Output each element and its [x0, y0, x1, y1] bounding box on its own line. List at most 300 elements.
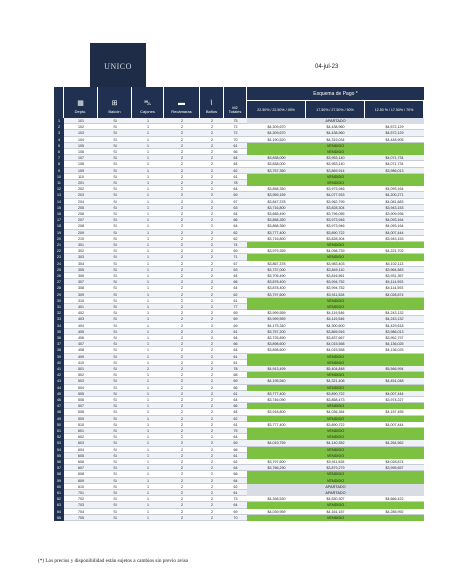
- banos-header: [200, 87, 224, 118]
- recamaras-cell: 2: [181, 187, 183, 192]
- pago2-cell: $4,015,558: [326, 342, 345, 347]
- pago1-cell: $3,705,490: [267, 274, 286, 278]
- balcon-cell: Si: [113, 435, 117, 440]
- pago2-cell: $4,161,157: [326, 509, 345, 514]
- recamaras-cell: 2: [181, 292, 183, 297]
- banos-cell: 2: [211, 230, 213, 235]
- banos-cell: 2: [211, 391, 213, 396]
- pago2-cell: $4,036,364: [326, 410, 345, 415]
- banos-cell: 2: [211, 131, 213, 136]
- pago1-cell: $3,725,890: [267, 336, 286, 340]
- m2-cell: 66: [233, 447, 238, 452]
- recamaras-cell: 2: [181, 255, 183, 260]
- cajones-cell: 1: [147, 119, 149, 123]
- recamaras-cell: 2: [181, 243, 183, 247]
- pago3-cell: $4,007,444: [385, 391, 404, 396]
- depto-cell: 206: [78, 212, 84, 216]
- pago1-cell: $3,757,200: [267, 329, 286, 334]
- pago1-cell: $3,847,378: [267, 199, 286, 204]
- row-index: 4: [54, 137, 64, 143]
- pago3-cell: $4,243,132: [385, 317, 404, 322]
- banos-cell: 2: [211, 503, 213, 508]
- pago1-cell: $3,797,600: [267, 292, 286, 297]
- row-index: 56: [54, 459, 64, 465]
- banos-cell: 2: [211, 243, 213, 247]
- depto-cell: 704: [78, 509, 84, 514]
- recamaras-cell: 2: [181, 367, 183, 371]
- recamaras-cell: 2: [181, 125, 183, 130]
- depto-cell: 307: [78, 280, 84, 285]
- m2-cell: 61: [233, 298, 238, 303]
- balcon-cell: Si: [113, 491, 117, 495]
- depto-cell: 201: [78, 181, 84, 185]
- cajones-cell: 1: [147, 212, 149, 216]
- pago3-cell: $4,136,025: [385, 342, 404, 347]
- m2-cell: 78: [233, 367, 238, 371]
- depto-cell: 205: [78, 205, 84, 210]
- balcon-cell: Si: [113, 187, 117, 192]
- pago3-cell: $4,243,132: [385, 311, 404, 316]
- depto-cell: 705: [78, 515, 84, 520]
- banos-cell: 2: [211, 323, 213, 328]
- pago1-cell: $3,746,090: [267, 398, 286, 402]
- banos-cell: 2: [211, 286, 213, 291]
- banos-cell: 2: [211, 404, 213, 409]
- balcon-cell: Si: [113, 342, 117, 347]
- cajones-cell: 1: [147, 274, 149, 278]
- depto-cell: 402: [78, 311, 84, 316]
- pago3-cell: $4,007,444: [385, 230, 404, 235]
- row-index: 55: [54, 453, 64, 459]
- m2-cell: 61: [233, 329, 238, 334]
- cajones-cell: 1: [147, 360, 149, 365]
- cajones-cell: 1: [147, 249, 149, 254]
- pago3-cell: $4,114,593: [385, 280, 404, 285]
- depto-cell: 103: [78, 131, 84, 136]
- row-index: 14: [54, 199, 64, 205]
- depto-cell: 404: [78, 323, 84, 328]
- depto-cell: 503: [78, 379, 84, 384]
- m2-cell: 72: [233, 131, 238, 136]
- balcon-cell: Si: [113, 336, 117, 340]
- balcon-cell: Si: [113, 391, 117, 396]
- depto-cell: 204: [78, 199, 84, 204]
- pago2-cell: $3,837,667: [326, 336, 345, 340]
- row-index: 44: [54, 385, 64, 391]
- balcon-cell: Si: [113, 199, 117, 204]
- m2-cell: 75: [233, 119, 238, 123]
- depto-cell: 506: [78, 398, 84, 402]
- banos-cell: 2: [211, 150, 213, 154]
- banos-cell: 2: [211, 218, 213, 223]
- pago2-cell: $3,973,946: [326, 218, 345, 223]
- recamaras-cell: 2: [181, 298, 183, 303]
- recamaras-cell: 2: [181, 205, 183, 210]
- cajones-cell: 1: [147, 323, 149, 328]
- pago2-cell: $3,973,946: [326, 224, 345, 229]
- depto-cell: 309: [78, 292, 84, 297]
- pago2-cell: $5,404,848: [326, 367, 345, 371]
- depto-cell: 405: [78, 329, 84, 334]
- banos-cell: 2: [211, 466, 213, 471]
- row-index: 7: [54, 155, 64, 161]
- m2-cell: 69: [233, 193, 238, 198]
- row-index: 20: [54, 236, 64, 242]
- banos-cell: 2: [211, 491, 213, 495]
- balcon-cell: Si: [113, 497, 117, 502]
- m2-cell: 61: [233, 174, 238, 179]
- balcon-cell: Si: [113, 205, 117, 210]
- m2-cell: 74: [233, 243, 238, 247]
- row-index: 18: [54, 223, 64, 229]
- row-index: 49: [54, 416, 64, 422]
- pago3-cell: $4,221,702: [385, 249, 404, 254]
- banos-cell: 2: [211, 162, 213, 167]
- pago2-cell: $4,077,933: [326, 193, 345, 198]
- balcon-cell: Si: [113, 243, 117, 247]
- balcon-cell: Si: [113, 267, 117, 272]
- balcon-cell: Si: [113, 317, 117, 322]
- cajones-cell: 1: [147, 174, 149, 179]
- depto-cell: 106: [78, 150, 84, 154]
- balcon-cell: Si: [113, 398, 117, 402]
- depto-cell: 504: [78, 385, 84, 390]
- pago3-cell: $4,264,562: [385, 441, 404, 446]
- pago3-cell: $5,566,994: [385, 367, 404, 371]
- pago3-cell: $4,572,129: [385, 125, 404, 130]
- pago3-cell: $4,071,734: [385, 162, 404, 167]
- cajones-cell: 1: [147, 305, 149, 309]
- row-index: 13: [54, 192, 64, 198]
- m2-cell: 62: [233, 460, 238, 464]
- cajones-cell: 1: [147, 193, 149, 198]
- balcon-cell: Si: [113, 379, 117, 384]
- row-index: 42: [54, 372, 64, 378]
- cajones-cell: 1: [147, 230, 149, 235]
- row-index: 50: [54, 422, 64, 428]
- recamaras-cell: 2: [181, 460, 183, 464]
- balcon-cell: Si: [113, 354, 117, 359]
- cajones-cell: 1: [147, 497, 149, 502]
- m2-cell: 69: [233, 441, 238, 446]
- pago3-cell: $3,952,797: [385, 336, 404, 340]
- pago3-cell: $3,943,153: [385, 236, 404, 241]
- pago1-cell: $3,838,000: [267, 156, 286, 161]
- pago2-cell: $3,911,528: [326, 292, 345, 297]
- banos-cell: 2: [211, 379, 213, 384]
- banos-cell: 2: [211, 174, 213, 179]
- recamaras-cell: 2: [181, 199, 183, 204]
- row-index: 17: [54, 217, 64, 223]
- depto-cell: 702: [78, 497, 84, 502]
- row-index: 63: [54, 502, 64, 508]
- banos-cell: 2: [211, 236, 213, 241]
- recamaras-label: Recámaras: [171, 109, 192, 115]
- pago2-cell: $4,438,960: [326, 131, 345, 136]
- pago3-cell: $3,995,657: [385, 466, 404, 471]
- depto-cell: 408: [78, 348, 84, 353]
- cajones-cell: 1: [147, 199, 149, 204]
- banos-cell: 2: [211, 410, 213, 415]
- m2-header: [224, 87, 247, 118]
- depto-cell: 610: [78, 484, 84, 489]
- recamaras-cell: 2: [181, 398, 183, 402]
- recamaras-header: [164, 87, 200, 118]
- cajones-cell: 1: [147, 150, 149, 154]
- recamaras-cell: 2: [181, 162, 183, 167]
- recamaras-cell: 2: [181, 230, 183, 235]
- depto-label: Depto.: [74, 109, 87, 115]
- cajones-cell: 1: [147, 342, 149, 347]
- balcon-cell: Si: [113, 416, 117, 421]
- pago1-cell: $3,777,400: [267, 422, 286, 427]
- pago3-cell: $4,093,164: [385, 218, 404, 223]
- pago2-cell: $3,828,304: [326, 205, 345, 210]
- banos-cell: 2: [211, 119, 213, 123]
- pago2-cell: $4,140,352: [326, 441, 345, 446]
- pago1-cell: $3,685,490: [267, 212, 286, 216]
- depto-cell: 101: [78, 119, 84, 123]
- cajones-cell: 1: [147, 187, 149, 192]
- depto-cell: 701: [78, 491, 84, 495]
- row-index: 32: [54, 310, 64, 316]
- pago2-cell: $3,890,722: [326, 422, 345, 427]
- pago3-cell: $3,986,013: [385, 329, 404, 334]
- depto-cell: 510: [78, 422, 84, 427]
- cajones-cell: 1: [147, 261, 149, 266]
- cajones-cell: 1: [147, 348, 149, 353]
- m2-cell: 66: [233, 218, 238, 223]
- row-index: 47: [54, 403, 64, 409]
- balcon-cell: Si: [113, 298, 117, 303]
- pago1-cell: $3,898,600: [267, 348, 286, 353]
- balcon-cell: Si: [113, 466, 117, 471]
- pago2-cell: $3,953,140: [326, 156, 345, 161]
- balcon-cell: Si: [113, 447, 117, 452]
- pago3-cell: $4,081,683: [385, 199, 404, 204]
- row-index: 62: [54, 496, 64, 502]
- pago2-cell: $3,858,473: [326, 398, 345, 402]
- balcon-cell: Si: [113, 348, 117, 353]
- m2-cell: 64: [233, 336, 238, 340]
- balcon-cell: Si: [113, 360, 117, 365]
- balcon-cell: Si: [113, 156, 117, 161]
- depto-cell: 501: [78, 367, 84, 371]
- row-index: 57: [54, 465, 64, 471]
- status-badge: VENDIDO: [247, 180, 424, 186]
- pago2-cell: $4,319,034: [326, 137, 345, 142]
- cajones-cell: 1: [147, 218, 149, 223]
- recamaras-cell: 2: [181, 342, 183, 347]
- balcon-cell: Si: [113, 162, 117, 167]
- balcon-cell: Si: [113, 125, 117, 130]
- balcon-cell: Si: [113, 150, 117, 154]
- recamaras-cell: 2: [181, 143, 183, 148]
- status-badge: VENDIDO: [247, 174, 424, 180]
- row-index: 5: [54, 143, 64, 149]
- recamaras-cell: 2: [181, 503, 183, 508]
- recamaras-cell: 2: [181, 410, 183, 415]
- recamaras-cell: 2: [181, 156, 183, 161]
- m2-cell: 62: [233, 292, 238, 297]
- row-index: 23: [54, 254, 64, 260]
- balcon-cell: Si: [113, 174, 117, 179]
- pago3-cell: $3,931,367: [385, 274, 404, 278]
- depto-cell: 210: [78, 236, 84, 241]
- cajones-cell: 1: [147, 385, 149, 390]
- depto-cell: 609: [78, 478, 84, 483]
- cajones-cell: 1: [147, 435, 149, 440]
- banos-cell: 2: [211, 143, 213, 148]
- m2-cell: 66: [233, 150, 238, 154]
- recamaras-cell: 2: [181, 453, 183, 458]
- recamaras-cell: 2: [181, 373, 183, 378]
- pago3-cell: $4,666,422: [385, 497, 404, 502]
- m2-cell: 61: [233, 422, 238, 427]
- banos-cell: 2: [211, 274, 213, 278]
- balcon-cell: Si: [113, 515, 117, 520]
- recamaras-cell: 2: [181, 168, 183, 173]
- cajones-cell: 1: [147, 478, 149, 483]
- row-index: 22: [54, 248, 64, 254]
- car-icon: ⛍: [143, 100, 152, 108]
- pago3-cell: $4,071,734: [385, 156, 404, 161]
- pago1-cell: $3,858,350: [267, 218, 286, 223]
- pago2-cell: $3,911,528: [326, 460, 345, 464]
- m2-cell: 67: [233, 199, 238, 204]
- shower-icon: ⌇: [209, 100, 214, 108]
- recamaras-cell: 2: [181, 515, 183, 520]
- recamaras-cell: 2: [181, 119, 183, 123]
- cajones-cell: 1: [147, 379, 149, 384]
- banos-cell: 2: [211, 460, 213, 464]
- balcon-cell: Si: [113, 373, 117, 378]
- balcon-cell: Si: [113, 224, 117, 229]
- pago2-cell: $3,828,304: [326, 236, 345, 241]
- banos-cell: 2: [211, 305, 213, 309]
- status-badge: VENDIDO: [247, 453, 424, 459]
- m2-cell: 69: [233, 379, 238, 384]
- pago3-cell: $4,429,618: [385, 323, 404, 328]
- row-index: 1: [54, 118, 64, 124]
- cajones-cell: 1: [147, 298, 149, 303]
- pago2-cell: $3,890,722: [326, 391, 345, 396]
- cajones-cell: 1: [147, 205, 149, 210]
- balcony-icon: ⊞: [111, 100, 118, 108]
- pago-col-2: 17.50% / 27.50% / 50%: [306, 101, 365, 118]
- recamaras-cell: 2: [181, 280, 183, 285]
- banos-cell: 2: [211, 497, 213, 502]
- status-badge: APARTADO: [247, 484, 424, 490]
- banos-cell: 2: [211, 453, 213, 458]
- pago1-cell: $3,867,378: [267, 261, 286, 266]
- pago1-cell: $3,898,600: [267, 342, 286, 347]
- balcon-cell: Si: [113, 478, 117, 483]
- balcon-cell: Si: [113, 472, 117, 477]
- recamaras-cell: 2: [181, 193, 183, 198]
- cajones-cell: 1: [147, 292, 149, 297]
- pago3-cell: $4,093,164: [385, 224, 404, 229]
- banos-cell: 2: [211, 416, 213, 421]
- depto-cell: 401: [78, 305, 84, 309]
- logo-text: UNICO: [104, 61, 132, 71]
- recamaras-cell: 2: [181, 224, 183, 229]
- balcon-cell: Si: [113, 323, 117, 328]
- m2-cell: 78: [233, 181, 238, 185]
- pago2-cell: $4,438,960: [326, 125, 345, 130]
- pago3-cell: $4,157,455: [385, 410, 404, 415]
- row-index: 34: [54, 323, 64, 329]
- depto-cell: 104: [78, 137, 84, 142]
- balcon-cell: Si: [113, 255, 117, 260]
- recamaras-cell: 2: [181, 336, 183, 340]
- status-badge: VENDIDO: [247, 304, 424, 310]
- pago3-cell: $4,007,444: [385, 422, 404, 427]
- m2-cell: 66: [233, 385, 238, 390]
- status-badge: VENDIDO: [247, 447, 424, 453]
- depto-cell: 109: [78, 168, 84, 173]
- m2-cell: 62: [233, 168, 238, 173]
- cajones-label: Cajones: [140, 109, 155, 115]
- depto-cell: 509: [78, 416, 84, 421]
- status-badge: VENDIDO: [247, 428, 424, 434]
- pago1-cell: $4,913,499: [267, 367, 286, 371]
- m2-cell: 69: [233, 317, 238, 322]
- pago2-cell: $4,530,307: [326, 497, 345, 502]
- recamaras-cell: 2: [181, 429, 183, 433]
- pago2-cell: $3,796,055: [326, 212, 345, 216]
- pago3-cell: $4,448,905: [385, 137, 404, 142]
- m2-cell: 75: [233, 429, 238, 433]
- banos-cell: 2: [211, 199, 213, 204]
- pago1-cell: $4,398,530: [267, 497, 286, 502]
- row-index: 28: [54, 285, 64, 291]
- status-badge: VENDIDO: [247, 416, 424, 422]
- m2-cell: 63: [233, 205, 238, 210]
- pago3-cell: $4,136,025: [385, 348, 404, 353]
- row-index: 59: [54, 478, 64, 484]
- recamaras-cell: 2: [181, 286, 183, 291]
- banos-cell: 2: [211, 441, 213, 446]
- building-icon: ▦: [77, 100, 84, 108]
- m2-cell: 64: [233, 503, 238, 508]
- m2-cell: 61: [233, 491, 238, 495]
- row-index: 11: [54, 180, 64, 186]
- banos-cell: 2: [211, 472, 213, 477]
- pago3-cell: $3,943,153: [385, 205, 404, 210]
- balcon-cell: Si: [113, 441, 117, 446]
- balcon-label: Balcón: [108, 109, 121, 115]
- pago1-cell: $3,878,400: [267, 280, 286, 285]
- m2-cell: 64: [233, 478, 238, 483]
- depto-cell: 403: [78, 317, 84, 322]
- depto-cell: 601: [78, 429, 84, 433]
- pago2-cell: $3,994,752: [326, 280, 345, 285]
- m2-cell: 61: [233, 360, 238, 365]
- banos-cell: 2: [211, 193, 213, 198]
- depto-cell: 305: [78, 267, 84, 272]
- m2-cell: 71: [233, 255, 238, 260]
- row-index: 27: [54, 279, 64, 285]
- m2-cell: 64: [233, 187, 238, 192]
- depto-cell: 208: [78, 224, 84, 229]
- row-index: 3: [54, 130, 64, 136]
- banos-cell: 2: [211, 292, 213, 297]
- pago2-cell: $3,983,403: [326, 261, 345, 266]
- m2-cell: 73: [233, 497, 238, 502]
- cajones-cell: 1: [147, 447, 149, 452]
- pago3-cell: $4,028,874: [385, 292, 404, 297]
